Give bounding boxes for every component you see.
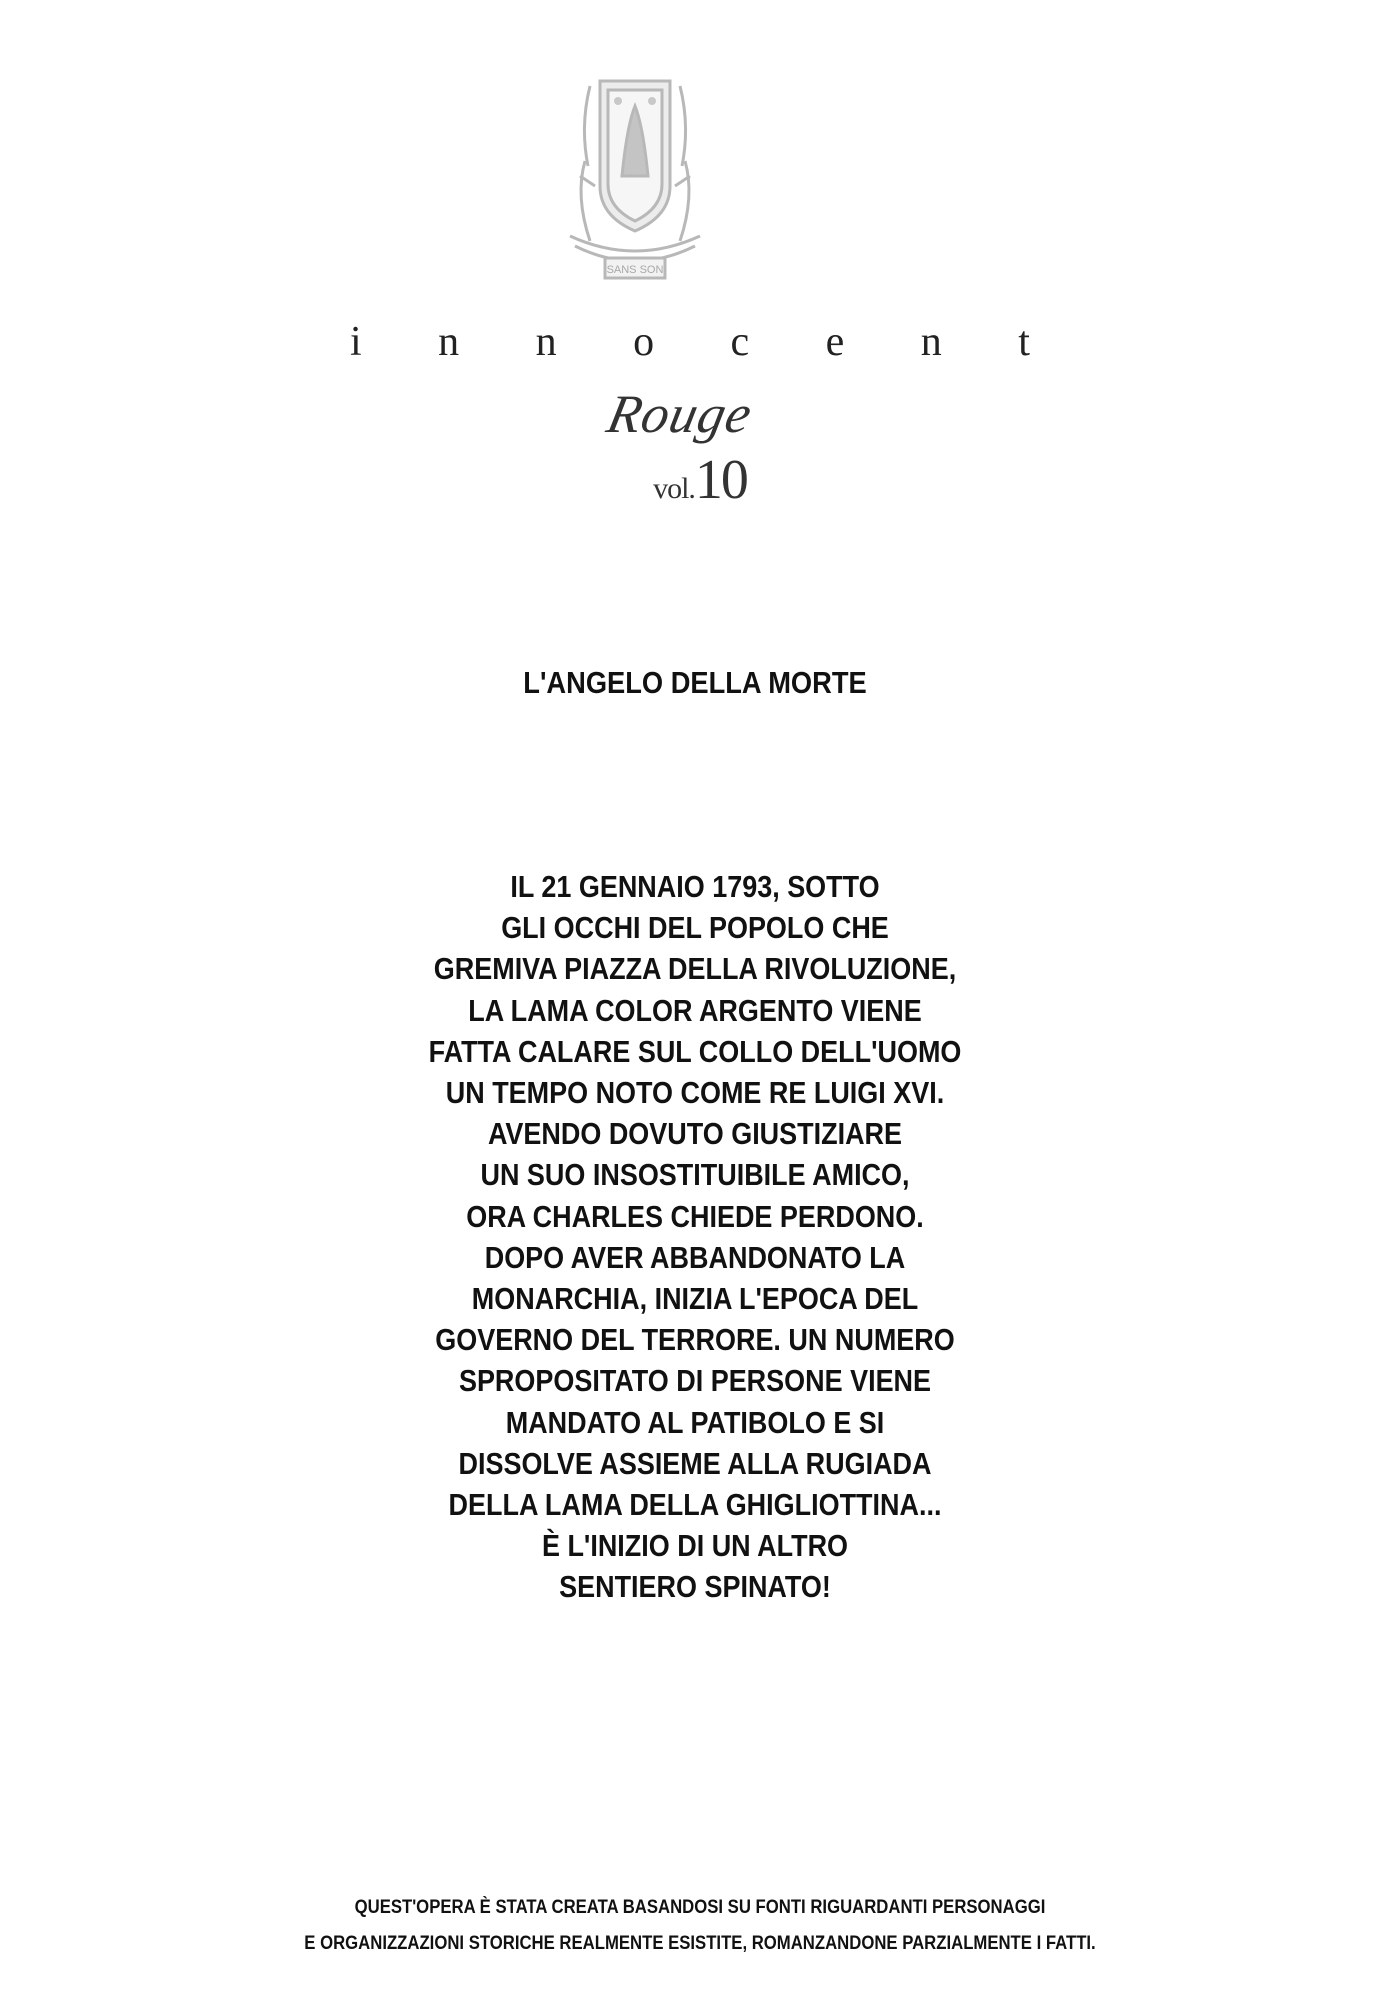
series-title-letter: n bbox=[438, 319, 460, 365]
series-title-letter: n bbox=[920, 319, 942, 365]
volume-label bbox=[600, 448, 800, 512]
synopsis-line: GREMIVA PIAZZA DELLA RIVOLUZIONE, bbox=[433, 951, 957, 987]
disclaimer bbox=[84, 1890, 1316, 1962]
synopsis-line: FATTA CALARE SUL COLLO DELL'UOMO bbox=[428, 1033, 962, 1069]
synopsis-line: SENTIERO SPINATO! bbox=[559, 1569, 831, 1605]
synopsis-line: LA LAMA COLOR ARGENTO VIENE bbox=[468, 992, 922, 1028]
series-title-letter: i bbox=[350, 319, 362, 365]
synopsis-line: GLI OCCHI DEL POPOLO CHE bbox=[501, 910, 889, 946]
series-title-letter: e bbox=[825, 319, 845, 365]
synopsis-line: MONARCHIA, INIZIA L'EPOCA DEL bbox=[471, 1281, 919, 1317]
coat-of-arms-logo bbox=[560, 66, 710, 288]
crest-motto: SANS SON bbox=[606, 264, 664, 276]
synopsis-line: DISSOLVE ASSIEME ALLA RUGIADA bbox=[458, 1445, 932, 1481]
series-title-letter: t bbox=[1018, 319, 1030, 365]
volume-number: 10 bbox=[694, 449, 747, 511]
series-title-letter: n bbox=[535, 319, 557, 365]
series-title bbox=[350, 318, 1030, 366]
synopsis-line: UN TEMPO NOTO COME RE LUIGI XVI. bbox=[445, 1075, 945, 1111]
synopsis-line: DELLA LAMA DELLA GHIGLIOTTINA... bbox=[448, 1487, 942, 1523]
synopsis-line: GOVERNO DEL TERRORE. UN NUMERO bbox=[435, 1322, 955, 1358]
synopsis-line: UN SUO INSOSTITUIBILE AMICO, bbox=[480, 1157, 910, 1193]
series-title-letter: c bbox=[730, 319, 750, 365]
series-subtitle-script: Rouge bbox=[602, 384, 758, 444]
synopsis-line: SPROPOSITATO DI PERSONE VIENE bbox=[458, 1363, 932, 1399]
series-title-letter: o bbox=[633, 319, 655, 365]
synopsis-line: È L'INIZIO DI UN ALTRO bbox=[541, 1528, 849, 1564]
disclaimer-line: QUEST'OPERA È STATA CREATA BASANDOSI SU FONTI RIGUARDANTI PERSONAGGI bbox=[354, 1897, 1046, 1918]
disclaimer-line: E ORGANIZZAZIONI STORICHE REALMENTE ESISTITE, ROMANZANDONE PARZIALMENTE I FATTI. bbox=[304, 1933, 1096, 1954]
synopsis-line: ORA CHARLES CHIEDE PERDONO. bbox=[466, 1198, 924, 1234]
synopsis-line: MANDATO AL PATIBOLO E SI bbox=[505, 1404, 885, 1440]
synopsis-line: IL 21 GENNAIO 1793, SOTTO bbox=[510, 869, 880, 904]
synopsis-line: AVENDO DOVUTO GIUSTIZIARE bbox=[487, 1116, 903, 1152]
synopsis-line: DOPO AVER ABBANDONATO LA bbox=[484, 1239, 906, 1275]
synopsis bbox=[90, 866, 1299, 1608]
volume-prefix: vol. bbox=[653, 472, 695, 505]
chapter-title: L'ANGELO DELLA MORTE bbox=[523, 665, 867, 700]
